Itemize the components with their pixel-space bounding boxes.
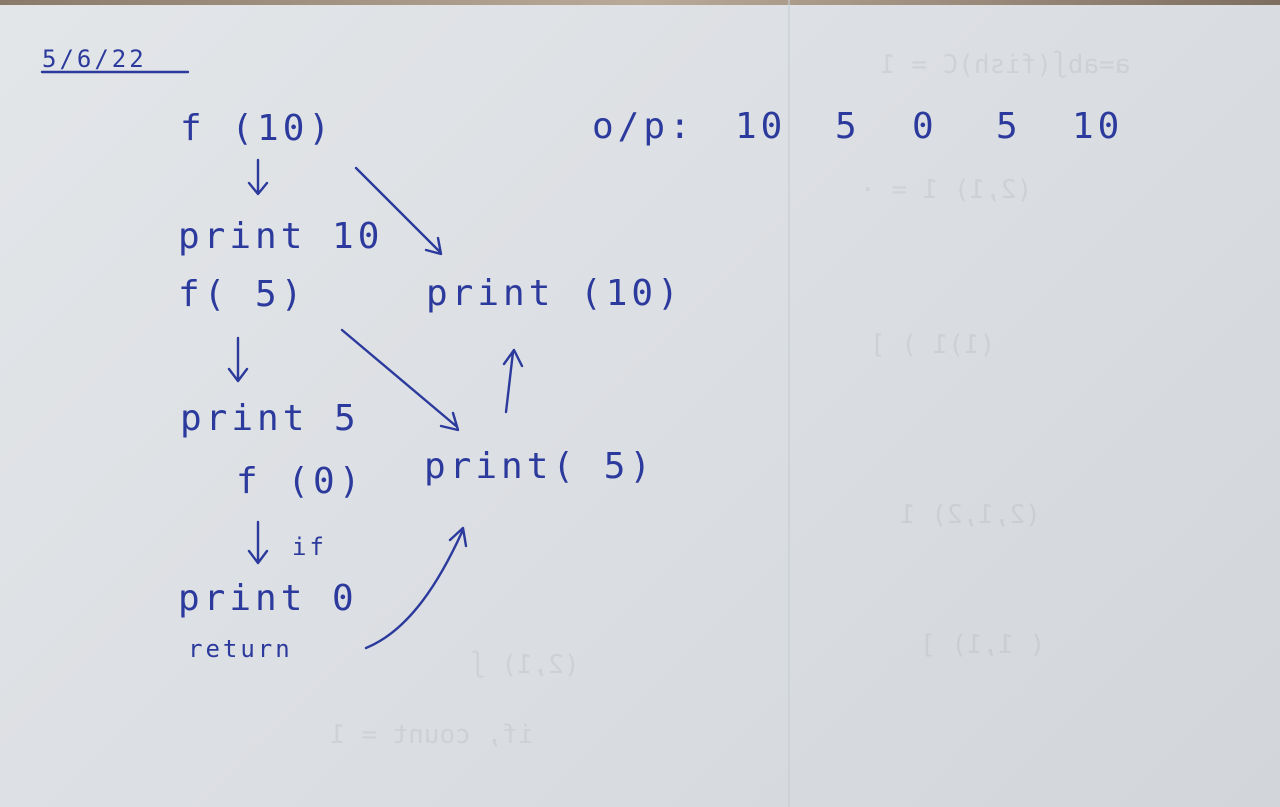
- print-5-call-text: print( 5): [424, 446, 656, 487]
- output-value: 5: [835, 106, 861, 147]
- call-f5-text: f( 5): [178, 274, 307, 315]
- if-label: if: [292, 533, 327, 561]
- bleed-through-text: (1)1 ) ]: [870, 330, 996, 360]
- output-value: 10: [735, 106, 787, 147]
- print-10-call-text: print (10): [426, 273, 683, 314]
- output-value: 5: [996, 106, 1022, 147]
- down-arrow-icon: [229, 338, 247, 381]
- bleed-through-text: if, count = 1: [330, 720, 534, 750]
- up-arrow-icon: [504, 350, 522, 412]
- output-value: 10: [1072, 106, 1124, 147]
- call-f10-text: f (10): [180, 108, 335, 149]
- return-text: return: [188, 635, 293, 663]
- bleed-through-text: (2,1) ∫: [470, 650, 580, 680]
- bleed-through-text: (2,1,2) 1: [900, 500, 1041, 530]
- print-10-text: print 10: [178, 216, 384, 257]
- print-0-text: print 0: [178, 578, 358, 619]
- call-f0-text: f (0): [236, 461, 365, 502]
- down-arrow-icon: [249, 522, 267, 563]
- date-text: 5/6/22: [42, 45, 147, 73]
- print-5-text: print 5: [180, 398, 360, 439]
- bleed-through-text: a=ab∫(fish)C = 1: [880, 50, 1131, 80]
- bleed-through-text: (2,1) 1 = ·: [860, 175, 1033, 205]
- curved-return-arrow-icon: [366, 528, 466, 648]
- bleed-through-text: ( 1,1) ]: [920, 630, 1046, 660]
- down-arrow-icon: [249, 160, 267, 194]
- output-label: o/p:: [592, 106, 695, 147]
- output-value: 0: [912, 106, 938, 147]
